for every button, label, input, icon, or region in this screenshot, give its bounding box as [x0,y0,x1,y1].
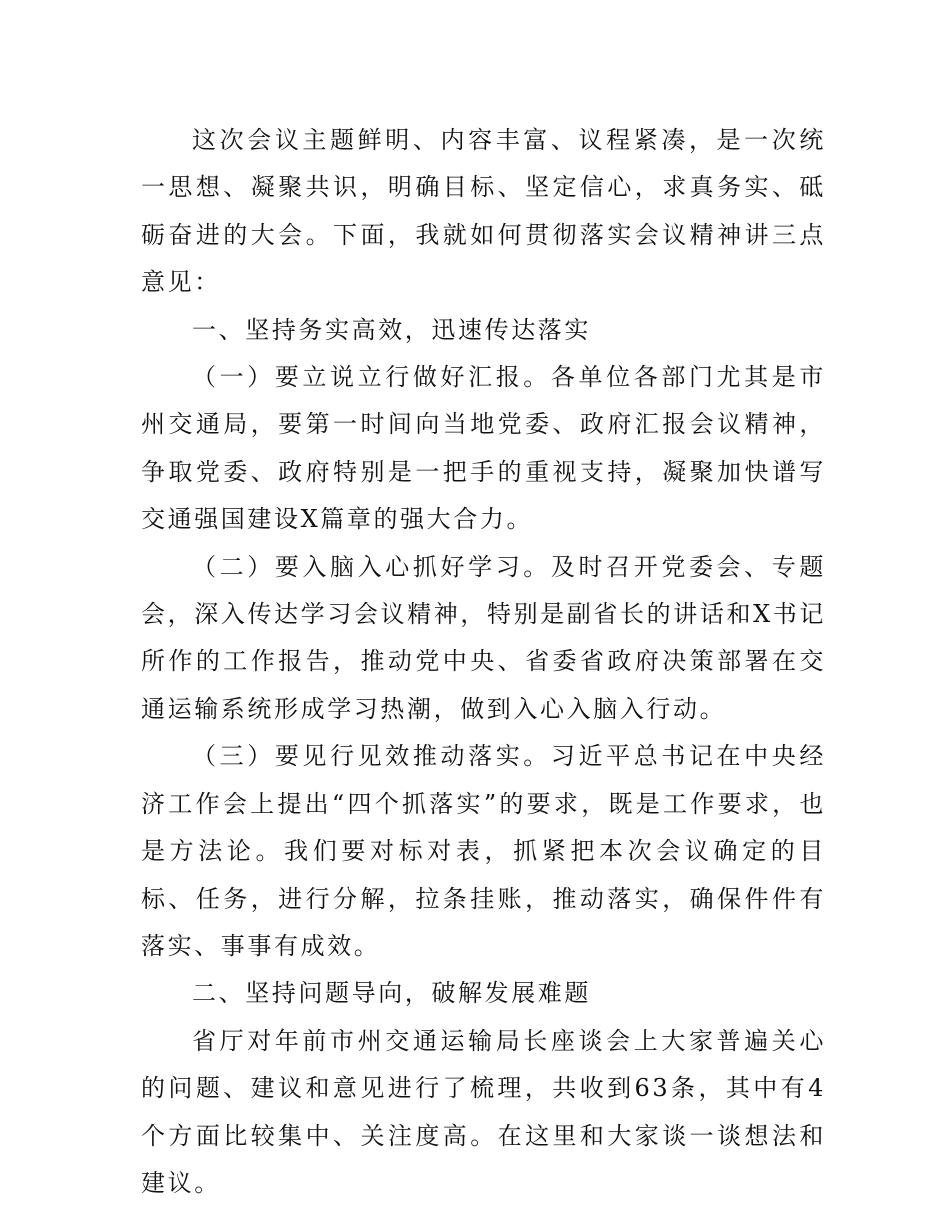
paragraph-1-3: （三）要见行见效推动落实。习近平总书记在中央经济工作会上提出“四个抓落实”的要求，既是工作要求，也是方法论。我们要对标对表，抓紧把本次会议确定的目标、任务，进行分解，拉条挂账，推动落实，确保件件有落实、事事有成效。 [141,742,826,960]
document-body [141,117,826,1207]
paragraph-1-2: （二）要入脑入心抓好学习。及时召开党委会、专题会，深入传达学习会议精神，特别是副省长的讲话和X书记所作的工作报告，推动党中央、省委省政府决策部署在交通运输系统形成学习热潮，做到入心入脑入行动。 [141,552,826,723]
paragraph-intro: 这次会议主题鲜明、内容丰富、议程紧凑，是一次统一思想、凝聚共识，明确目标、坚定信心，求真务实、砥砺奋进的大会。下面，我就如何贯彻落实会议精神讲三点意见： [141,126,826,297]
section-heading-2: 二、坚持问题导向，破解发展难题 [192,979,591,1008]
section-heading-1: 一、坚持务实高效，迅速传达落实 [192,315,591,344]
paragraph-1-1: （一）要立说立行做好汇报。各单位各部门尤其是市州交通局，要第一时间向当地党委、政府汇报会议精神，争取党委、政府特别是一把手的重视支持，凝聚加快谱写交通强国建设X篇章的强大合力。 [141,363,826,534]
paragraph-2-intro: 省厅对年前市州交通运输局长座谈会上大家普遍关心的问题、建议和意见进行了梳理，共收到63条，其中有4个方面比较集中、关注度高。在这里和大家谈一谈想法和建议。 [141,1026,826,1197]
